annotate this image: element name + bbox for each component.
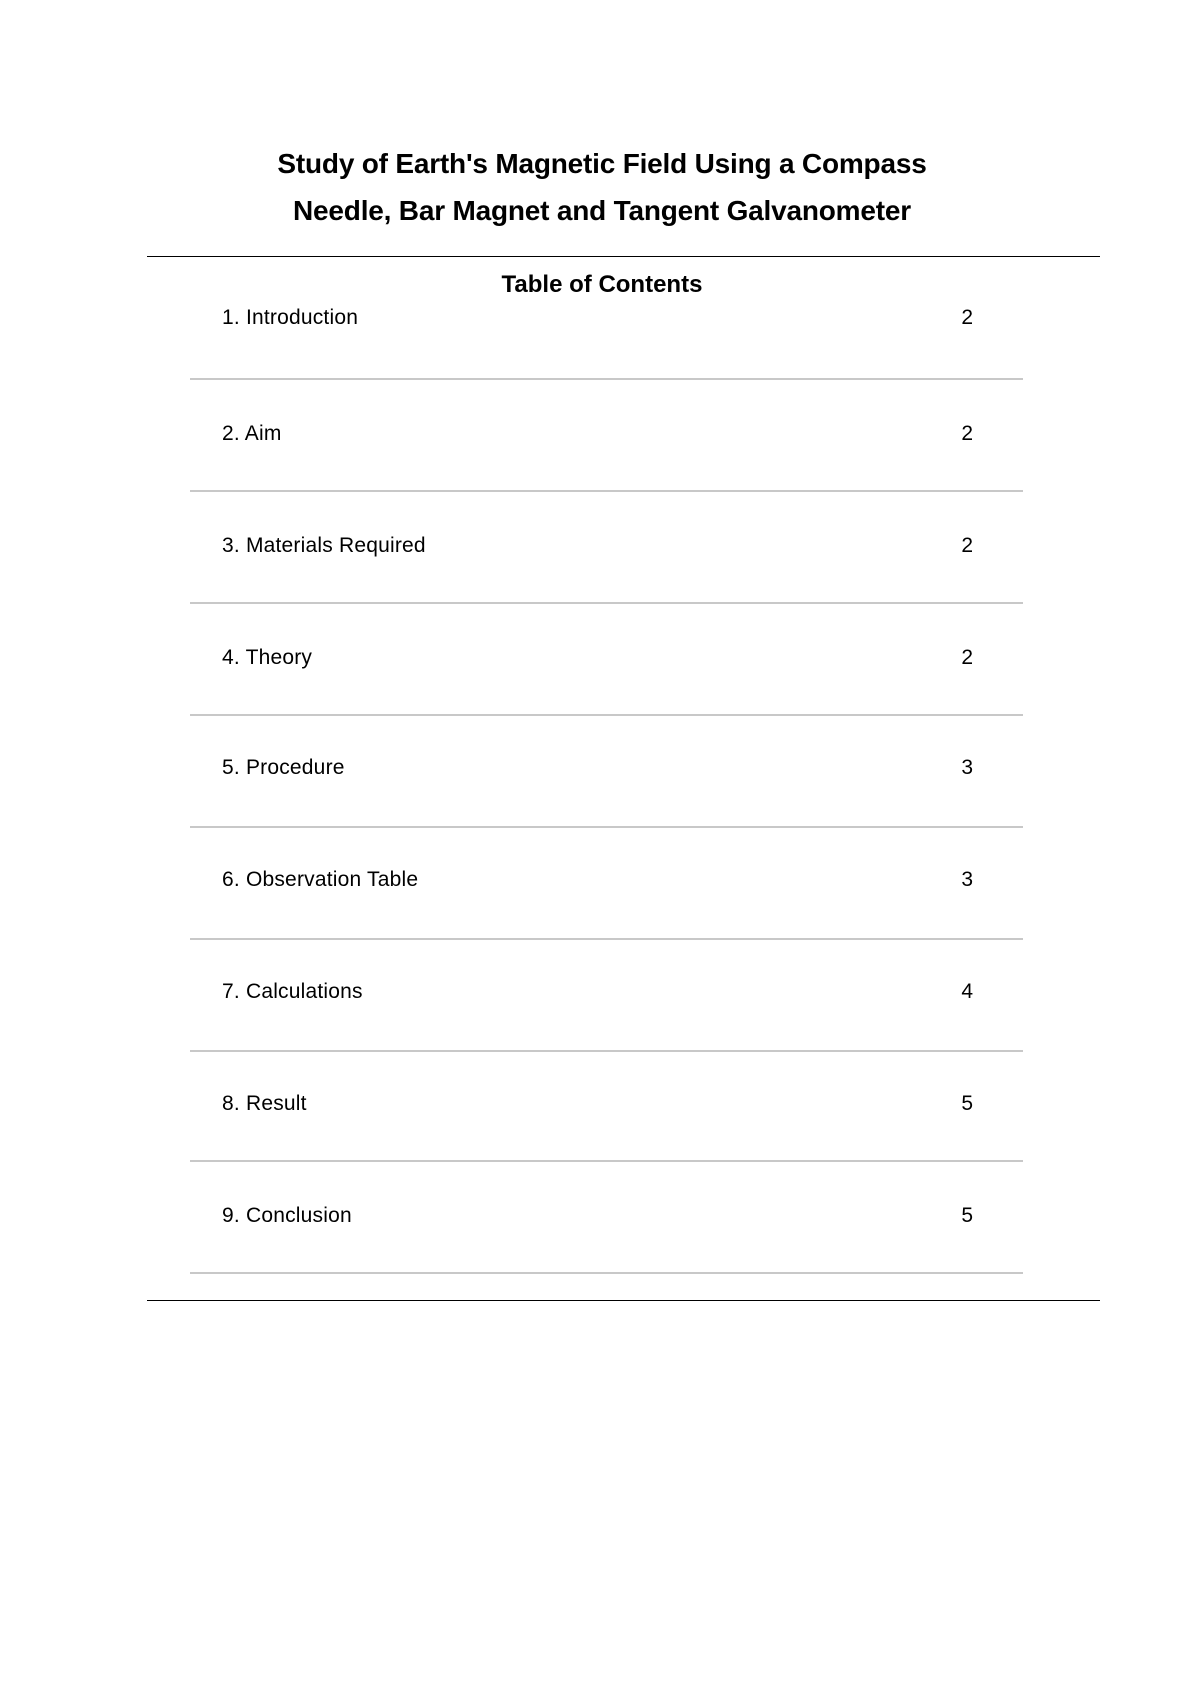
- toc-entry[interactable]: [190, 378, 1023, 492]
- toc-entry-label: 8. Result: [222, 1092, 307, 1115]
- toc-entry-page: 3: [961, 868, 973, 891]
- document-title-line2: Needle, Bar Magnet and Tangent Galvanometer: [293, 195, 911, 226]
- toc-entry[interactable]: [190, 602, 1023, 716]
- top-rule: [147, 256, 1100, 257]
- toc-entry-page: 3: [961, 756, 973, 779]
- toc-entry[interactable]: [190, 714, 1023, 828]
- toc-entry-label: 4. Theory: [222, 646, 313, 669]
- document-title: [147, 140, 1057, 234]
- toc-entry-page: 5: [961, 1204, 973, 1227]
- toc-entry-label: 3. Materials Required: [222, 534, 426, 557]
- toc-entry-label: 7. Calculations: [222, 980, 363, 1003]
- toc-entry[interactable]: [190, 826, 1023, 940]
- toc-entry-label: 1. Introduction: [222, 306, 359, 329]
- document-title-line1: Study of Earth's Magnetic Field Using a Compass: [277, 148, 927, 179]
- toc-entry[interactable]: [190, 1160, 1023, 1274]
- toc-entry-page: 4: [961, 980, 973, 1003]
- toc-entry-page: 5: [961, 1092, 973, 1115]
- toc-entry-label: 9. Conclusion: [222, 1204, 352, 1227]
- toc-entry-page: 2: [961, 422, 973, 445]
- toc-entry[interactable]: [190, 938, 1023, 1052]
- bottom-rule: [147, 1300, 1100, 1301]
- toc-entry[interactable]: [190, 1050, 1023, 1162]
- toc-entry-label: 2. Aim: [222, 422, 282, 445]
- toc-heading: Table of Contents: [501, 271, 703, 298]
- toc-entry[interactable]: [190, 284, 1023, 380]
- toc-entry-label: 6. Observation Table: [222, 868, 419, 891]
- toc-entry-page: 2: [961, 646, 973, 669]
- toc-entry[interactable]: [190, 490, 1023, 604]
- toc-entry-label: 5. Procedure: [222, 756, 345, 779]
- toc-entry-page: 2: [961, 534, 973, 557]
- toc-entry-page: 2: [961, 306, 973, 329]
